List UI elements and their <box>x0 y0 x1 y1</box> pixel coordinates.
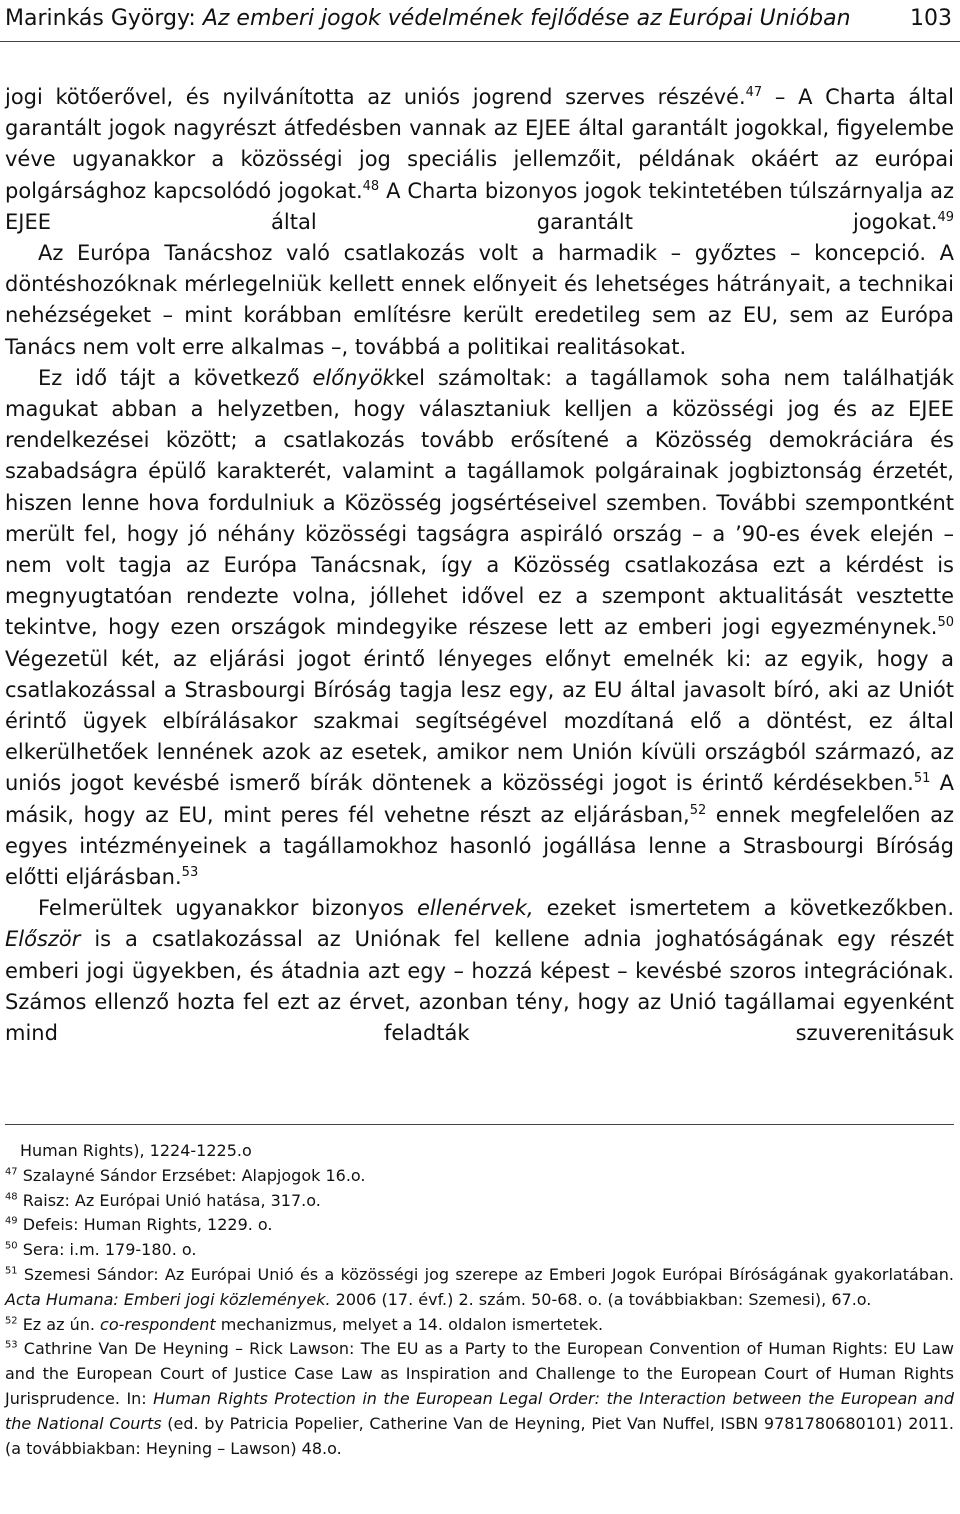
paragraph-4: Felmerültek ugyanakkor bizonyos ellenérvek, ezeket ismertetem a következőkben. Először is a csatlakozással az Uniónak fel kellene adnia joghatóságának egy részét emberi jogi ügyekben, és átadnia azt egy – hozzá képest – kevésbé szoros integrációnak. Számos ellenző hozta fel ezt az érvet, azonban tény, hogy az Unió tagállamai egyenként mind feladták szuverenitásuk <box>5 896 954 1046</box>
footnote-ref-48[interactable]: 48 <box>362 178 380 194</box>
footnote-50: $^{50}$ Sera: i.m. 179-180. o. <box>5 1240 197 1260</box>
paragraph-1: jogi kötőerővel, és nyilvánította az uniós jogrend szerves részévé.$^{47}$ – A Charta által garantált jogok nagyrészt átfedésben vannak az EJEE által garantált jogokkal, figyelembe véve ugyanakkor a közösségi jog speciális jellemzőit, példának okáért az európai polgársághoz kapcsolódó jogokat.$^{48}$ A Charta bizonyos jogok tekintetében túlszárnyalja az EJEE által garantált jogokat.$^{49}$ <box>5 85 954 234</box>
header-article-title: Az emberi jogok védelmének fejlődése az Európai Unióban <box>202 6 851 31</box>
running-header <box>0 0 960 46</box>
footnote-separator <box>5 1124 954 1125</box>
footnote-ref-52[interactable]: 52 <box>689 802 707 818</box>
footnote-51: $^{51}$ Szemesi Sándor: Az Európai Unió és a közösségi jog szerepe az Emberi Jogok Európai Bíróságának gyakorlatában. Acta Humana: Emberi jogi közlemények. 2006 (17. évf.) 2. szám. 50-68. o. (a továbbiakban: Szemesi), 67.o. <box>5 1264 954 1309</box>
header-author: Marinkás György: <box>5 6 196 31</box>
footnote-ref-49[interactable]: 49 <box>937 209 954 225</box>
main-text <box>5 82 954 1049</box>
footnote-53: $^{53}$ Cathrine Van De Heyning – Rick Lawson: The EU as a Party to the European Convention of Human Rights: EU Law and the European Court of Justice Case Law as Inspiration and Challenge to the European Court of Human Rights Jurisprudence. In: Human Rights Protection in the European Legal Order: the Interaction between the European and the National Courts (ed. by Patricia Popelier, Catherine Van de Heyning, Piet Van Nuffel, ISBN 9781780680101) 2011. (a továbbiakban: Heyning – Lawson) 48.o. <box>5 1339 955 1458</box>
footnote-ref-50[interactable]: 50 <box>937 615 954 631</box>
paragraph-3: Ez idő tájt a következő előnyökkel számoltak: a tagállamok soha nem találhatják magukat abban a helyzetben, hogy választaniuk kelljen a közösségi jog és az EJEE rendelkezései között; a csatlakozás tovább erősítené a Közösség demokráciára és szabadságra épülő karakterét, valamint a tagállamok polgárainak jogbiztonság érzetét, hiszen lenne hova fordulniuk a Közösség jogsértéseivel szemben. További szempontként merült fel, hogy jó néhány közösségi tagságra aspiráló ország – a ’90-es évek elején – nem volt tagja az Európa Tanácsnak, így a Közösség csatlakozása ezt a kérdést is megnyugtatóan rendezte volna, jóllehet idővel ez a szempont aktualitását vesztette tekintve, hogy ezen országok mindegyike részese lett az emberi jogi egyezménynek.$^{50}$ Végezetül két, az eljárási jogot érintő lényeges előnyt emelnék ki: az egyik, hogy a csatlakozással a Strasbourgi Bíróság tagja lesz egy, az EU által javasolt bíró, aki az Uniót érintő ügyek elbírálásakor szakmai segítségével mozdítaná elő a döntést, ez által elkerülhetőek lennének azok az esetek, amikor nem Unión kívüli országból származó, az uniós jogot kevésbé ismerő bírák döntenek a közösségi jogot is érintő kérdésekben.$^{51}$ A másik, hogy az EU, mint peres fél vehetne részt az eljárásban,$^{52}$ ennek megfelelően az egyes intézményeinek a tagállamokhoz hasonló jogállása lenne a Strasbourgi Bíróság előtti eljárásban.$^{53}$ <box>5 365 954 890</box>
header-title <box>5 6 851 31</box>
footnote-49: $^{49}$ Defeis: Human Rights, 1229. o. <box>5 1215 273 1235</box>
page-number: 103 <box>910 6 952 31</box>
footnote-continuation: Human Rights), 1224-1225.o <box>20 1141 252 1160</box>
footnote-ref-53[interactable]: 53 <box>181 865 199 881</box>
header-rule <box>0 41 960 42</box>
footnote-52: $^{52}$ Ez az ún. co-respondent mechanizmus, melyet a 14. oldalon ismertetek. <box>5 1314 604 1334</box>
footnotes <box>5 1139 954 1461</box>
footnote-48: $^{48}$ Raisz: Az Európai Unió hatása, 317.o. <box>5 1190 321 1210</box>
paragraph-2: Az Európa Tanácshoz való csatlakozás volt a harmadik – győztes – koncepció. A döntéshozóknak mérlegelniük kellett ennek előnyeit és lehetséges hátrányait, a technikai nehézségeket – mint korábban említésre került eredetileg sem az EU, sem az Európa Tanács nem volt erre alkalmas –, továbbá a politikai realitásokat. <box>5 241 954 359</box>
footnote-ref-51[interactable]: 51 <box>913 771 931 787</box>
footnote-47: $^{47}$ Szalayné Sándor Erzsébet: Alapjogok 16.o. <box>5 1165 366 1185</box>
footnote-ref-47[interactable]: 47 <box>745 85 763 100</box>
